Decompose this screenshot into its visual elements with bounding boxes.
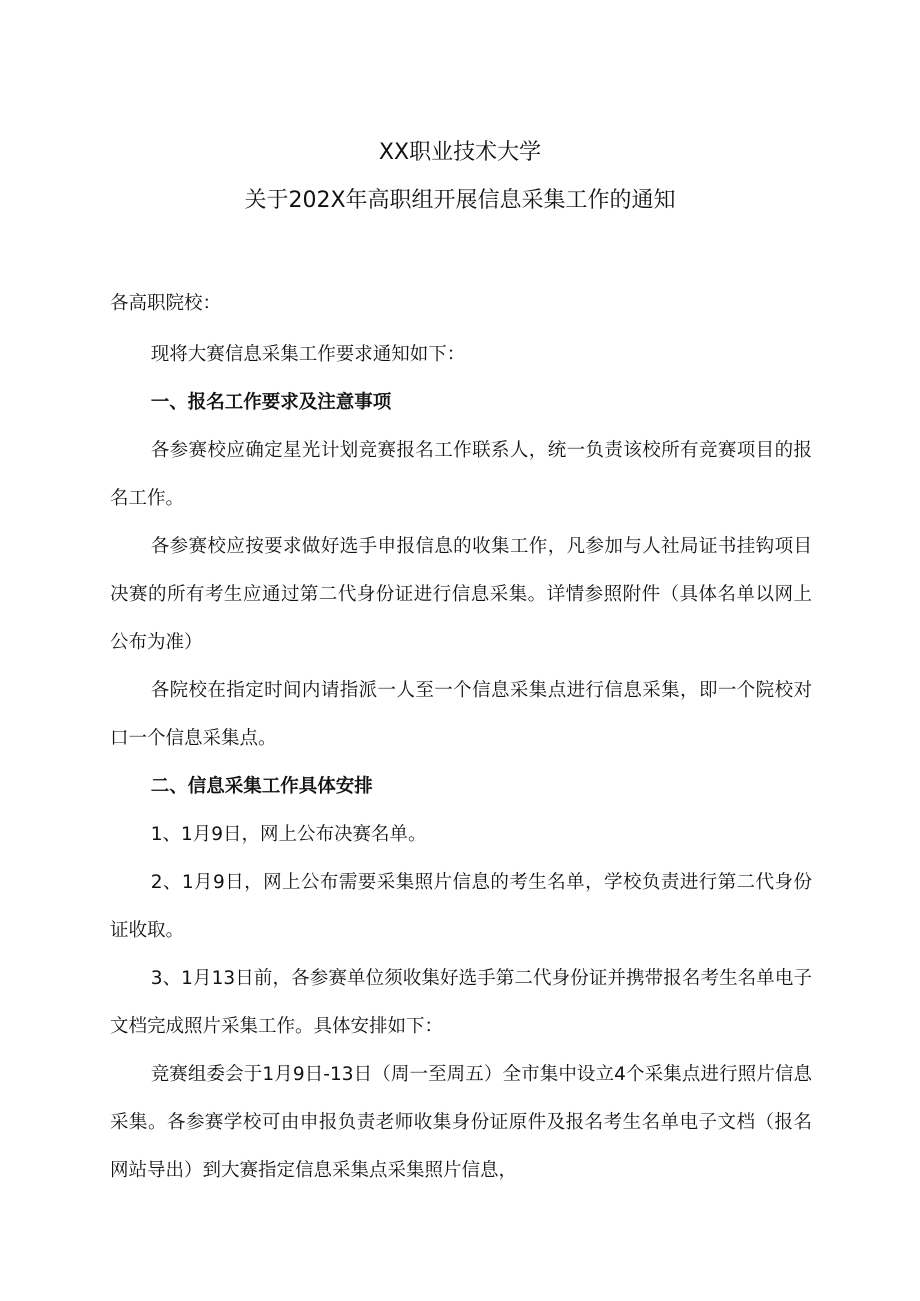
paragraph: 各院校在指定时间内请指派一人至一个信息采集点进行信息采集，即一个院校对口一个信息采集点。 bbox=[110, 680, 812, 749]
document-body bbox=[110, 280, 812, 1195]
paragraph: 竞赛组委会于1月9日-13日（周一至周五）全市集中设立4个采集点进行照片信息采集。各参赛学校可由申报负责老师收集身份证原件及报名考生名单电子文档（报名网站导出）到大赛指定信息采集点采集照片信息， bbox=[110, 1064, 812, 1181]
paragraph: 1、1月9日，网上公布决赛名单。 bbox=[150, 824, 427, 845]
intro-paragraph: 现将大赛信息采集工作要求通知如下： bbox=[150, 344, 466, 365]
section-heading-schedule: 二、信息采集工作具体安排 bbox=[150, 776, 373, 797]
paragraph: 3、1月13日前，各参赛单位须收集好选手第二代身份证并携带报名考生名单电子文档完成照片采集工作。具体安排如下： bbox=[110, 968, 812, 1037]
paragraph: 各参赛校应确定星光计划竞赛报名工作联系人，统一负责该校所有竞赛项目的报名工作。 bbox=[110, 440, 812, 509]
paragraph: 各参赛校应按要求做好选手申报信息的收集工作，凡参加与人社局证书挂钩项目决赛的所有考生应通过第二代身份证进行信息采集。详情参照附件（具体名单以网上公布为准） bbox=[110, 536, 812, 653]
section-heading-registration: 一、报名工作要求及注意事项 bbox=[150, 392, 392, 413]
paragraph: 2、1月9日，网上公布需要采集照片信息的考生名单，学校负责进行第二代身份证收取。 bbox=[110, 872, 812, 941]
document-title-notice: 关于202X年高职组开展信息采集工作的通知 bbox=[244, 188, 676, 213]
document-title-institution: XX职业技术大学 bbox=[378, 140, 542, 165]
salutation: 各高职院校： bbox=[110, 293, 222, 314]
